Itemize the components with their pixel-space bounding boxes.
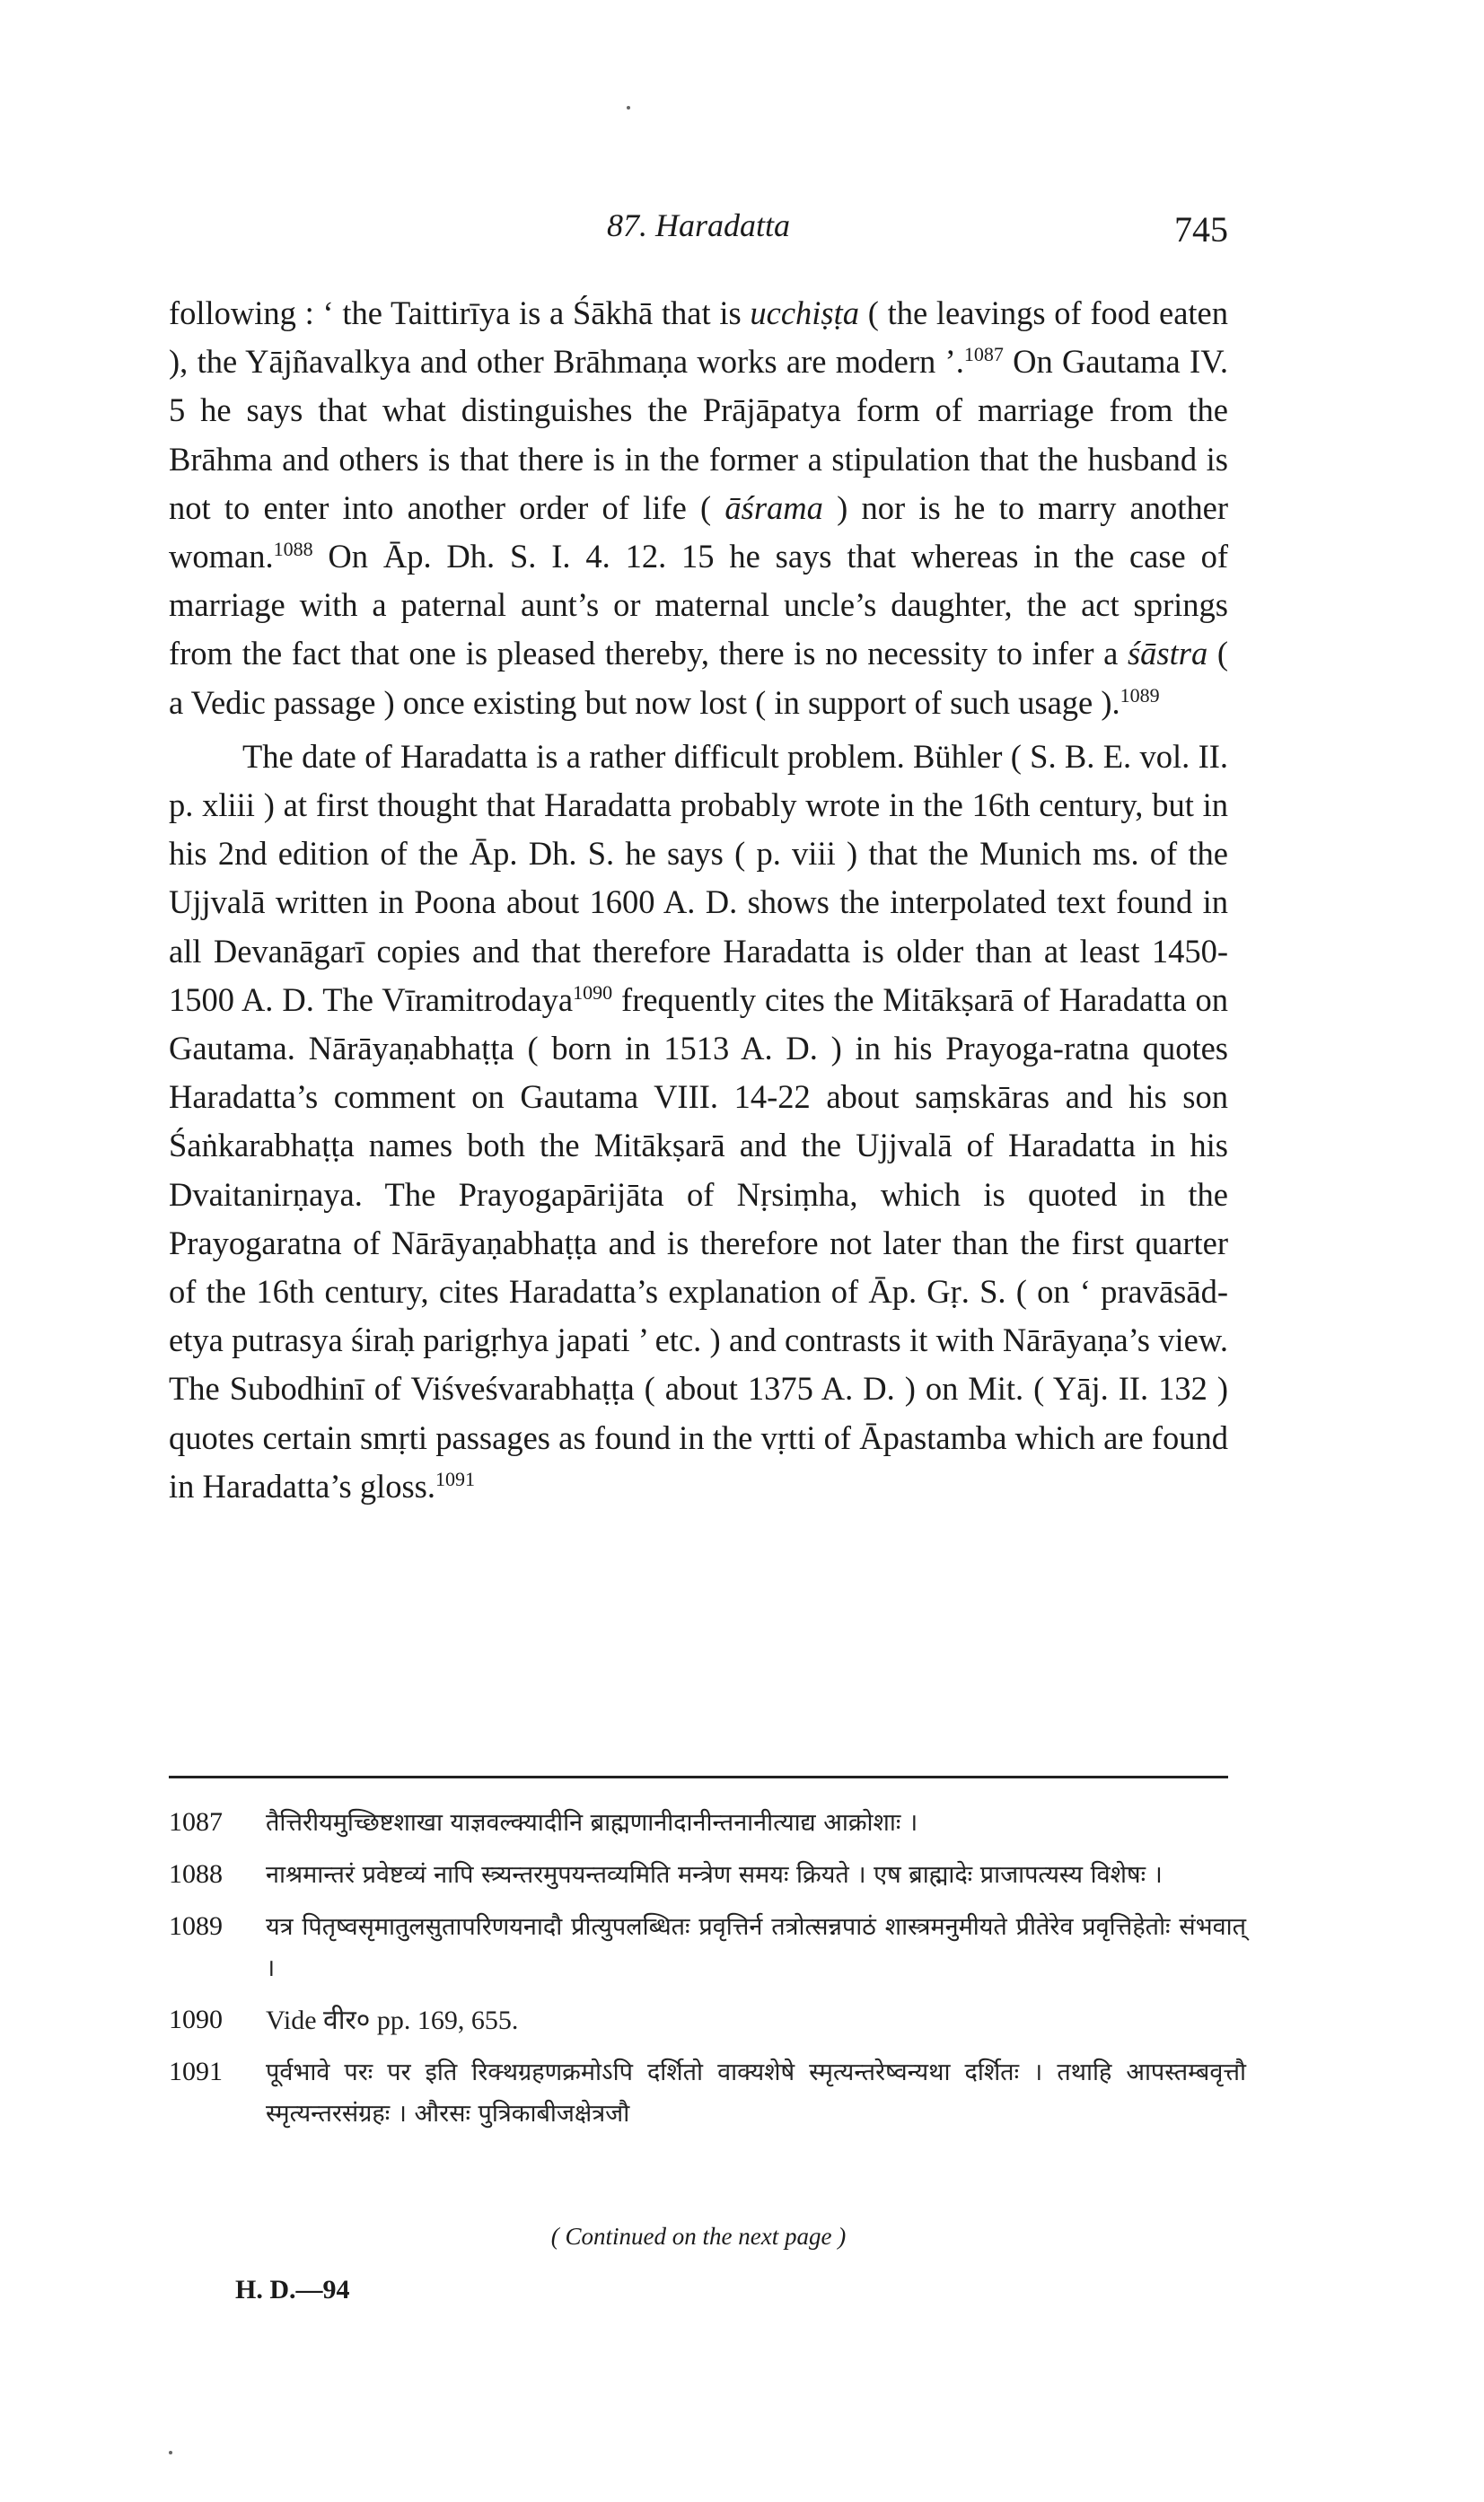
text-run: The date of Haradatta is a rather difficult problem. Bühler ( S. B. E. vol. II. p. xliii ) at first thought that Haradatta probably wrote in the 16th century, but in his 2nd edition of the Āp. Dh. S. he says ( p. viii ) that the Munich ms. of the Ujjvalā written in Poona about 1600 A. D. shows the interpolated text found in all Devanāgarī copies and that therefore Haradatta is older than at least 1450-1500 A. D. The Vīramitrodaya: [169, 737, 1228, 1018]
footnote-number: 1090: [169, 2005, 223, 2034]
text-run: frequently cites the Mitākṣarā of Haradatta on Gautama. Nārāyaṇabhaṭṭa ( born in 1513 A. D. ) in his Prayoga-ratna quotes Haradatta’s comment on Gautama VIII. 14-22 about saṃskāras and his son Śaṅkarabhaṭṭa names both the Mitākṣarā and the Ujjvalā of Haradatta in his Dvaitanirṇaya. The Prayogapārijāta of Nṛsiṃha, which is quoted in the Prayogaratna of Nārāyaṇabhaṭṭa and is therefore not later than the first quarter of the 16th century, cites Haradatta’s explanation of Āp. Gṛ. S. ( on ‘ pravāsād-etya putrasya śiraḥ parigṛhya japati ’ etc. ) and contrasts it with Nārāyaṇa’s view. The Subodhinī of Viśveśvarabhaṭṭa ( about 1375 A. D. ) on Mit. ( Yāj. II. 132 ) quotes certain smṛti passages as found in the vṛtti of Āpastamba which are found in Haradatta’s gloss.: [169, 980, 1228, 1505]
footnote-number: 1091: [169, 2057, 223, 2086]
footnotes: [169, 1803, 1246, 2146]
footnote-text: Vide वीर० pp. 169, 655.: [266, 2006, 519, 2035]
signature-mark: H. D.—94: [235, 2275, 350, 2304]
text-run: ) nor is he to marry another woman.: [169, 488, 1228, 575]
footnote-ref: 1087: [963, 343, 1004, 366]
running-head: [169, 199, 1228, 253]
footnote-number: 1087: [169, 1807, 223, 1837]
footnote-text: तैत्तिरीयमुच्छिष्टशाखा याज्ञवल्क्यादीनि ब्राह्मणानीदानीन्तनानीत्याद्य आक्रोशाः ।: [266, 1809, 918, 1837]
text-run: ( the leavings of food eaten ), the Yājñavalkya and other Brāhmaṇa works are modern ’.: [169, 294, 1228, 381]
footnote-divider: [169, 1776, 1228, 1778]
text-run: On Āp. Dh. S. I. 4. 12. 15 he says that whereas in the case of marriage with a paternal aunt’s or maternal uncle’s daughter, the act springs from the fact that one is pleased thereby, there is no necessity to infer a: [169, 538, 1228, 672]
footnote-ref: 1090: [573, 980, 613, 1004]
footnote: [169, 1855, 1246, 1896]
paragraph: [169, 733, 1228, 1511]
footnote-text: यत्र पितृष्वसृमातुलसुतापरिणयनादौ प्रीत्युपलब्धितः प्रवृत्तिर्न तत्रोत्सन्नपाठं शास्त्रमनुमीयते प्रीतेरेव प्रवृत्तिहेतोः संभवात् ।: [266, 1913, 1246, 1982]
paper-speck: [627, 106, 630, 110]
footnote-ref: 1088: [273, 537, 313, 560]
footnote-ref: 1091: [435, 1467, 476, 1490]
italic-term: ucchiṣṭa: [750, 294, 860, 331]
footnote-text: नाश्रमान्तरं प्रवेष्टव्यं नापि स्त्र्यन्तरमुपयन्तव्यमिति मन्त्रेण समयः क्रियते । एष ब्राह्मादेः प्राजापत्यस्य विशेषः ।: [266, 1861, 1163, 1889]
text-run: ( a Vedic passage ) once existing but now lost ( in support of such usage ).: [169, 635, 1229, 721]
paragraph: [169, 289, 1228, 727]
text-run: On Gautama IV. 5 he says that what distinguishes the Prājāpatya form of marriage from the Brāhma and others is that there is in the former a stipulation that the husband is not to enter into another order of life (: [169, 343, 1228, 526]
page-number: 745: [1174, 209, 1228, 250]
body-text: [169, 289, 1228, 1511]
footnote: [169, 1803, 1246, 1844]
footnote: [169, 2000, 1246, 2041]
continued-note: ( Continued on the next page ): [550, 2223, 847, 2250]
italic-term: śāstra: [1127, 635, 1208, 672]
footnote-number: 1089: [169, 1911, 223, 1941]
footnote-ref: 1089: [1120, 683, 1160, 707]
footnote: [169, 2052, 1246, 2135]
running-title: 87. Haradatta: [606, 207, 790, 243]
footnote-text: पूर्वभावे परः पर इति रिक्थग्रहणक्रमोऽपि दर्शितो वाक्यशेषे स्मृत्यन्तरेष्वन्यथा दर्शितः । तथाहि आपस्तम्बवृत्तौ स्मृत्यन्तरसंग्रहः । औरसः पुत्रिकाबीजक्षेत्रजौ: [266, 2059, 1246, 2128]
text-run: following : ‘ the Taittirīya is a Śākhā that is: [169, 294, 751, 331]
footnote-number: 1088: [169, 1859, 223, 1889]
paper-speck: [169, 2451, 172, 2454]
italic-term: āśrama: [724, 488, 823, 526]
footnote: [169, 1907, 1246, 1989]
